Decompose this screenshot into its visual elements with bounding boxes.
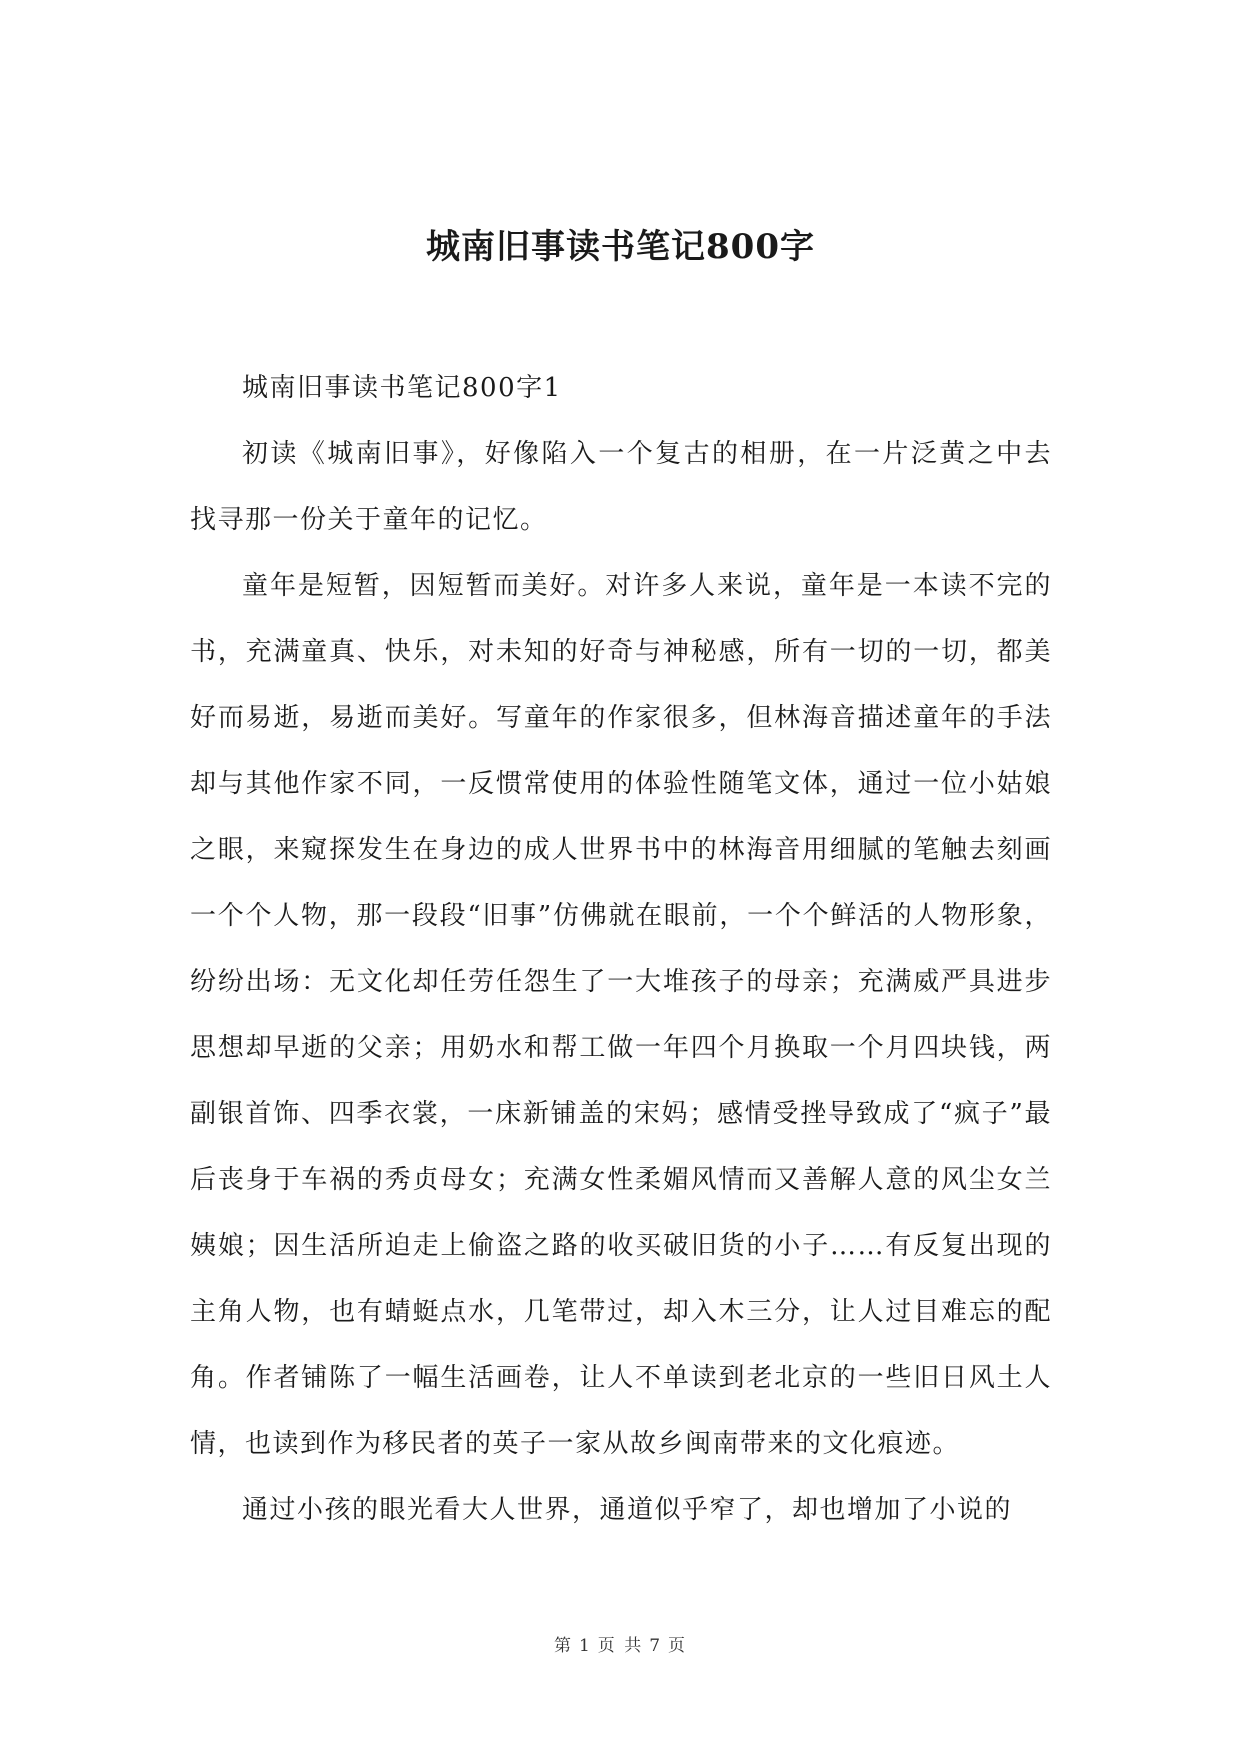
total-page-number: 7 bbox=[649, 1636, 663, 1656]
paragraph-3: 通过小孩的眼光看大人世界，通道似乎窄了，却也增加了小说的 bbox=[242, 1495, 1013, 1525]
section-heading: 城南旧事读书笔记800字1 bbox=[242, 373, 562, 403]
document-title: 城南旧事读书笔记800字 bbox=[426, 227, 815, 267]
current-page-number: 1 bbox=[578, 1636, 592, 1656]
page-footer bbox=[0, 1631, 1241, 1656]
document-body bbox=[190, 355, 1052, 1543]
paragraph-1: 初读《城南旧事》，好像陷入一个复古的相册，在一片泛黄之中去找寻那一份关于童年的记忆。 bbox=[190, 439, 1052, 535]
paragraph-2: 童年是短暂，因短暂而美好。对许多人来说，童年是一本读不完的书，充满童真、快乐，对未知的好奇与神秘感，所有一切的一切，都美好而易逝，易逝而美好。写童年的作家很多，但林海音描述童年的手法却与其他作家不同，一反惯常使用的体验性随笔文体，通过一位小姑娘之眼，来窥探发生在身边的成人世界书中的林海音用细腻的笔触去刻画一个个人物，那一段段“旧事”仿佛就在眼前，一个个鲜活的人物形象，纷纷出场：无文化却任劳任怨生了一大堆孩子的母亲；充满威严具进步思想却早逝的父亲；用奶水和帮工做一年四个月换取一个月四块钱，两副银首饰、四季衣裳，一床新铺盖的宋妈；感情受挫导致成了“疯子”最后丧身于车祸的秀贞母女；充满女性柔媚风情而又善解人意的风尘女兰姨娘；因生活所迫走上偷盗之路的收买破旧货的小子……有反复出现的主角人物，也有蜻蜓点水，几笔带过，却入木三分，让人过目难忘的配角。作者铺陈了一幅生活画卷，让人不单读到老北京的一些旧日风土人情，也读到作为移民者的英子一家从故乡闽南带来的文化痕迹。 bbox=[190, 571, 1052, 1459]
footer-suffix: 页 bbox=[668, 1636, 688, 1656]
footer-prefix: 第 bbox=[553, 1636, 573, 1656]
footer-middle: 页 共 bbox=[597, 1636, 644, 1656]
